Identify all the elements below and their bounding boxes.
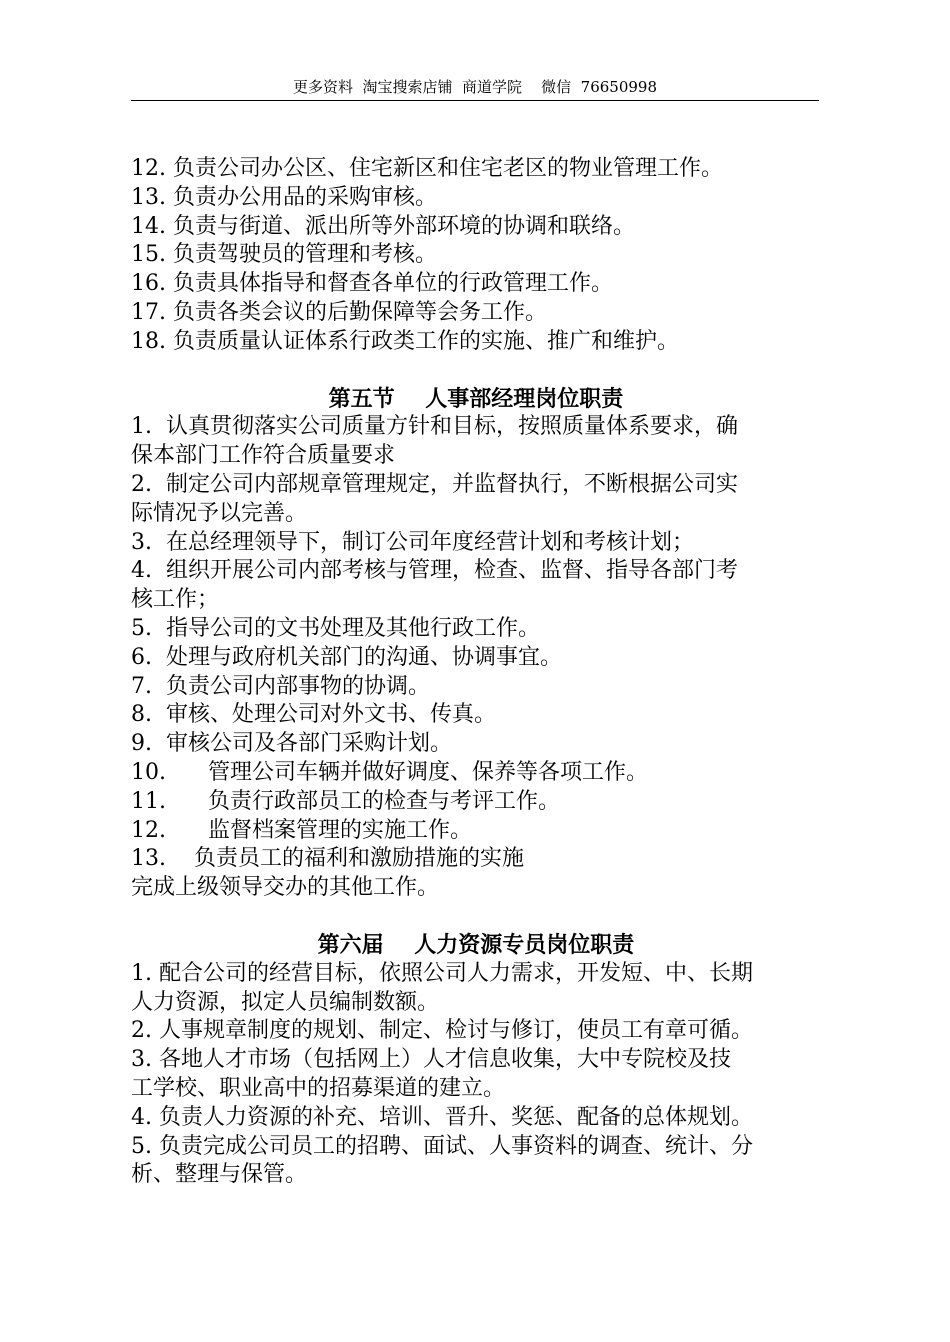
list-item-continued: 析、整理与保管。 [131, 1162, 308, 1188]
list-item: 完成上级领导交办的其他工作。 [131, 875, 440, 901]
section5-list [131, 413, 821, 903]
section4-list [131, 155, 821, 357]
section6-list [131, 960, 821, 1190]
list-item: 16. 负责具体指导和督查各单位的行政管理工作。 [131, 271, 614, 297]
list-item: 1. 配合公司的经营目标，依照公司人力需求，开发短、中、长期 [131, 960, 753, 986]
list-item: 9. 审核公司及各部门采购计划。 [131, 731, 452, 757]
list-item: 13. 负责办公用品的采购审核。 [131, 184, 438, 210]
list-item: 7. 负责公司内部事物的协调。 [131, 673, 430, 699]
list-item: 2. 制定公司内部规章管理规定，并监督执行，不断根据公司实 [131, 471, 738, 497]
list-item: 14. 负责与街道、派出所等外部环境的协调和联络。 [131, 213, 636, 239]
list-item: 12. 监督档案管理的实施工作。 [131, 817, 472, 843]
list-item: 3. 各地人才市场（包括网上）人才信息收集，大中专院校及技 [131, 1047, 731, 1073]
list-item-continued: 人力资源，拟定人员编制数额。 [131, 989, 440, 1015]
list-item: 15. 负责驾驶员的管理和考核。 [131, 242, 438, 268]
list-item-continued: 工学校、职业高中的招募渠道的建立。 [131, 1075, 506, 1101]
list-item: 17. 负责各类会议的后勤保障等会务工作。 [131, 299, 548, 325]
list-item-continued: 核工作； [131, 587, 220, 613]
list-item: 4. 负责人力资源的补充、培训、晋升、奖惩、配备的总体规划。 [131, 1104, 753, 1130]
list-item: 11. 负责行政部员工的检查与考评工作。 [131, 788, 560, 814]
list-item-continued: 际情况予以完善。 [131, 500, 308, 526]
list-item: 12. 负责公司办公区、住宅新区和住宅老区的物业管理工作。 [131, 156, 724, 181]
list-item: 6. 处理与政府机关部门的沟通、协调事宜。 [131, 644, 562, 670]
list-item-continued: 保本部门工作符合质量要求 [131, 443, 396, 469]
list-item: 10. 管理公司车辆并做好调度、保养等各项工作。 [131, 759, 648, 785]
list-item: 5. 指导公司的文书处理及其他行政工作。 [131, 615, 540, 641]
list-item: 2. 人事规章制度的规划、制定、检讨与修订，使员工有章可循。 [131, 1018, 753, 1044]
section6-title: 第六届 人力资源专员岗位职责 [317, 931, 635, 958]
list-item: 8. 审核、处理公司对外文书、传真。 [131, 702, 496, 728]
list-item: 13. 负责员工的福利和激励措施的实施 [131, 846, 524, 872]
list-item: 1. 认真贯彻落实公司质量方针和目标，按照质量体系要求，确 [131, 414, 738, 440]
section5-title: 第五节 人事部经理岗位职责 [328, 385, 624, 412]
page-header: 更多资料 淘宝搜索店铺 商道学院 微信 76650998 [131, 76, 819, 101]
document-body [131, 155, 821, 1190]
list-item: 5. 负责完成公司员工的招聘、面试、人事资料的调查、统计、分 [131, 1133, 753, 1159]
list-item: 4. 组织开展公司内部考核与管理，检查、监督、指导各部门考 [131, 558, 738, 584]
list-item: 3. 在总经理领导下，制订公司年度经营计划和考核计划； [131, 529, 694, 555]
list-item: 18. 负责质量认证体系行政类工作的实施、推广和维护。 [131, 328, 680, 354]
